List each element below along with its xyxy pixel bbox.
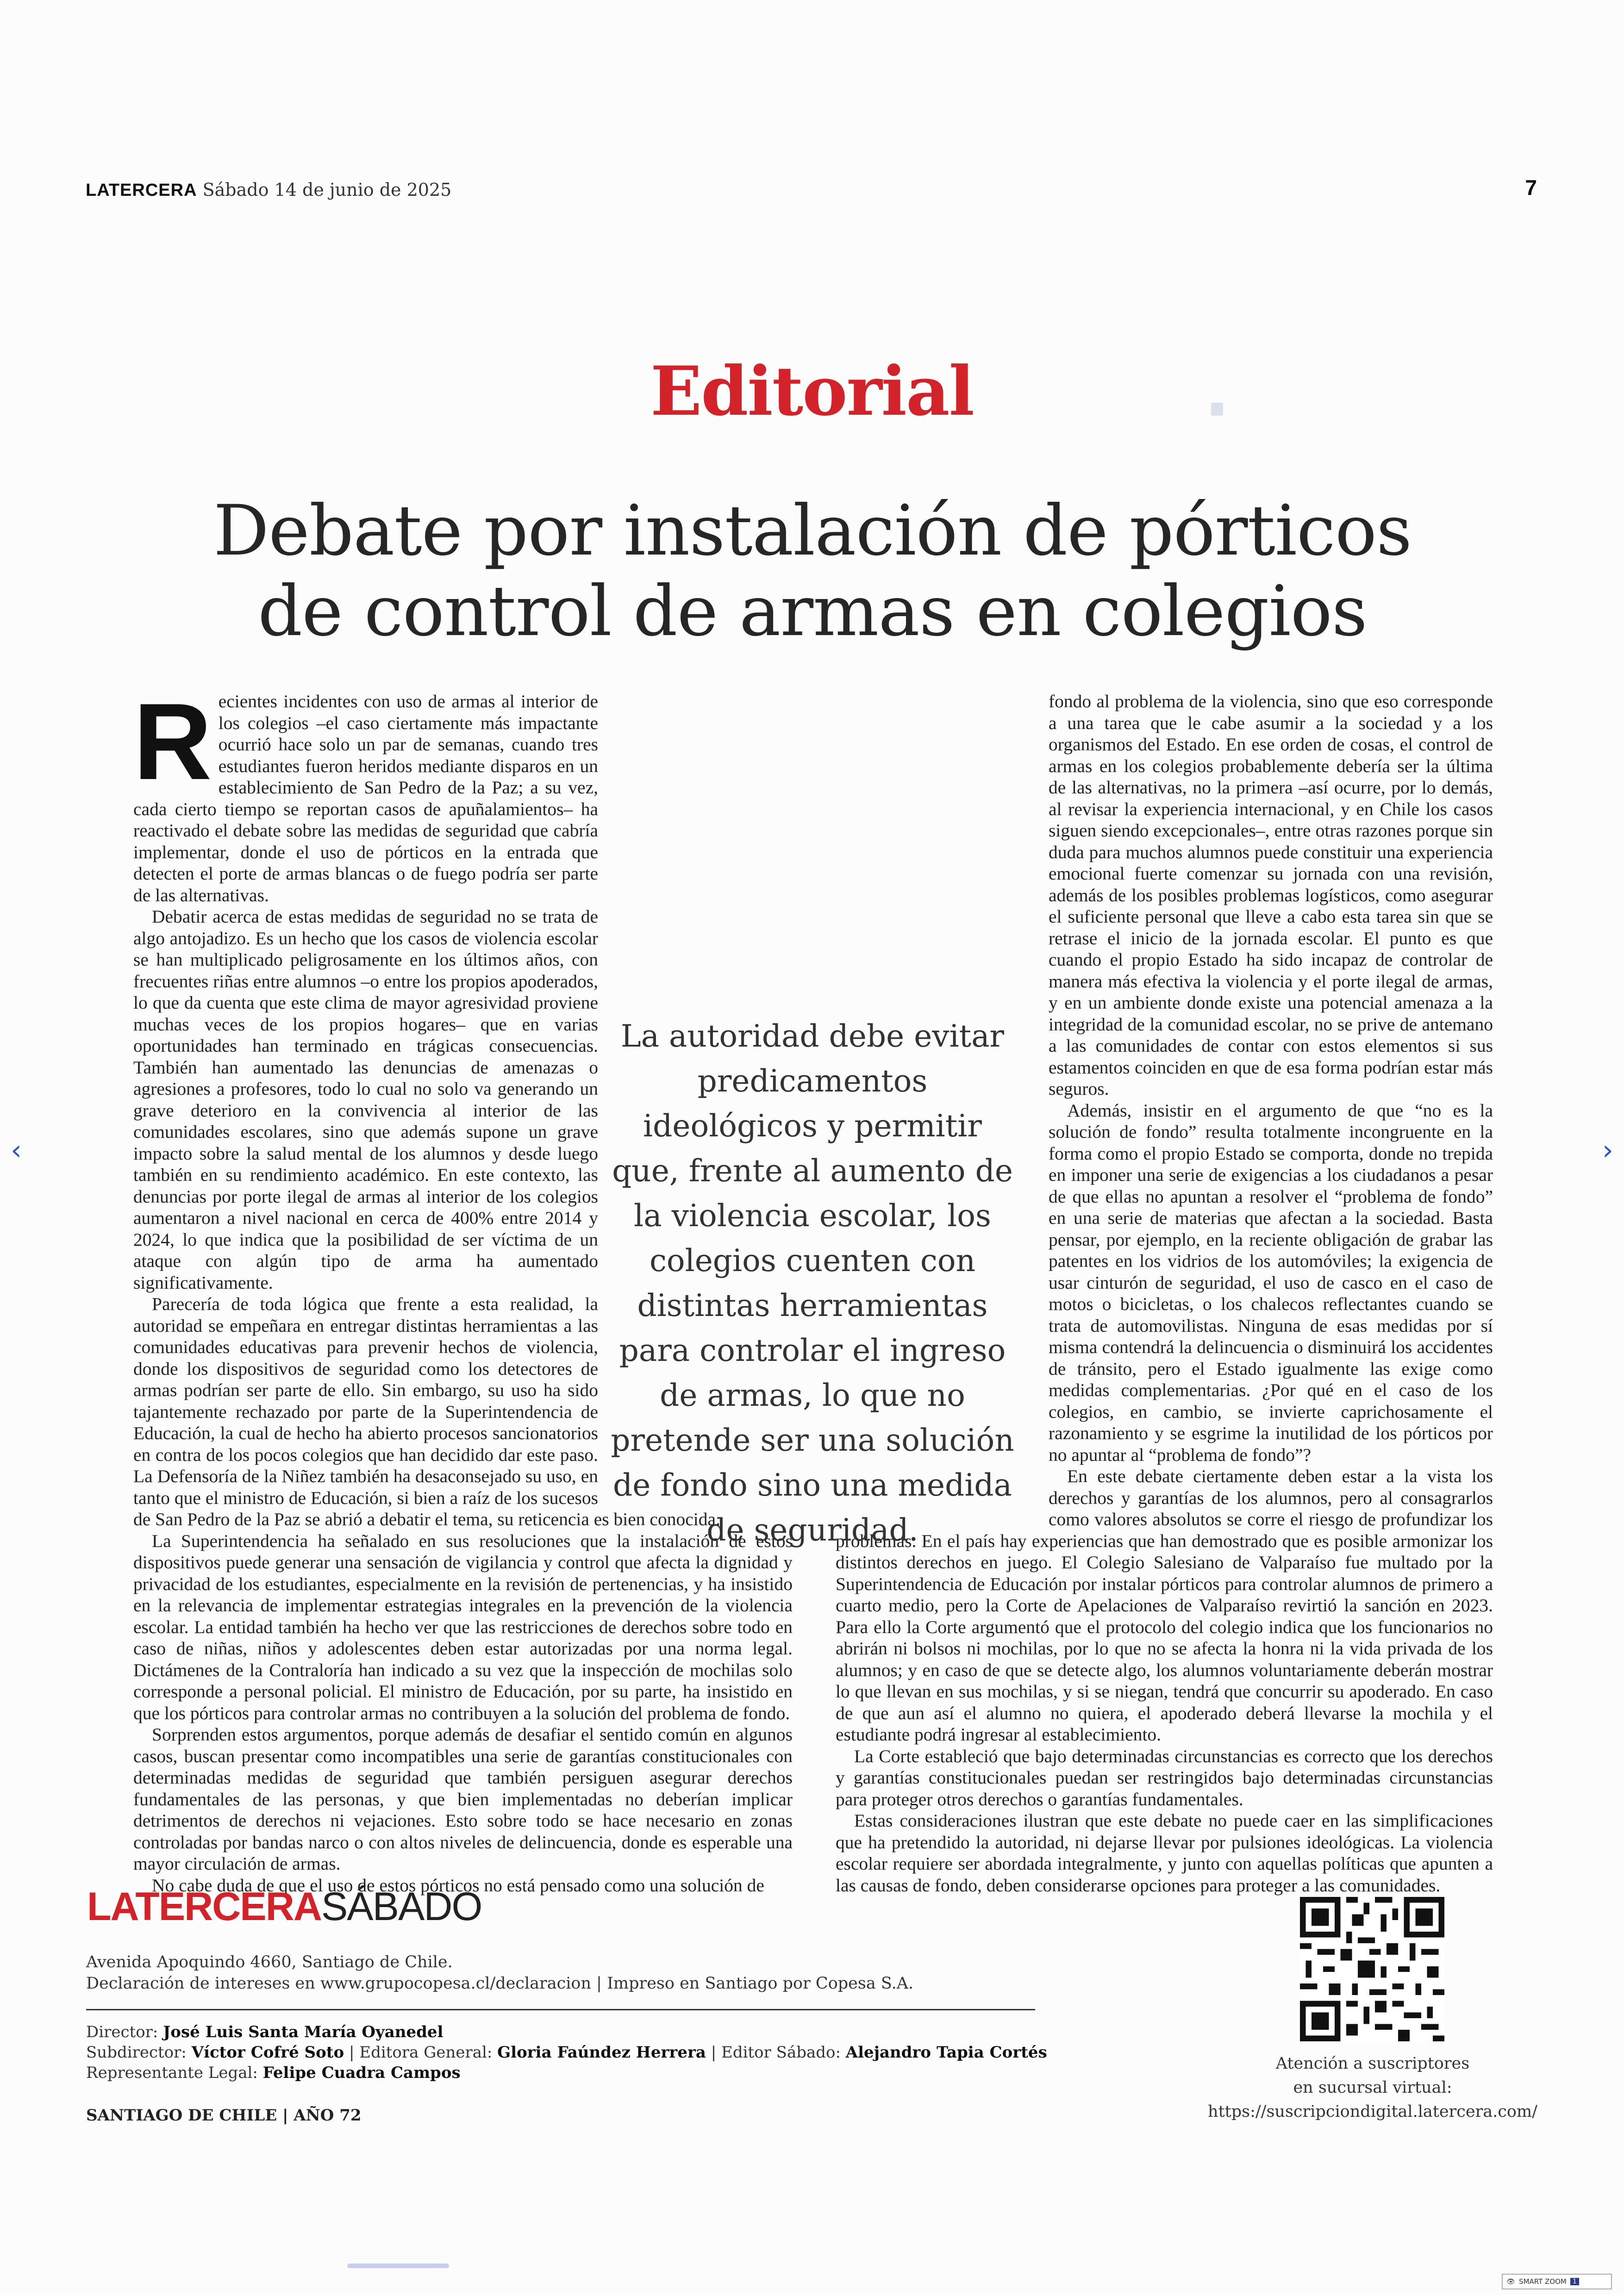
rep-name: Felipe Cuadra Campos [262,2064,461,2082]
article-paragraph: Debatir acerca de estas medidas de seguridad no se trata de algo antojadizo. Es un hecho que los casos de violencia escolar se han multiplicado peligrosamente en los últimos años, con frecuentes riñas entre alumnos –o entre los propios apoderados, lo que da cuenta que este clima de mayor agresividad proviene muchas veces de los propios hogares– que en varias oportunidades han terminado en trágicas consecuencias. También han aumentado las denuncias de amenazas o agresiones a profesores, todo lo cual no solo va generando un grave deterioro en la convivencia al interior de las comunidades escolares, sino que además supone un grave impacto sobre la salud mental de los alumnos y desde luego también en su rendimiento académico. En este contexto, las denuncias por porte ilegal de armas al interior de los colegios aumentaron a nivel nacional en cerca de 400% entre 2014 y 2024, lo que indica que la posibilidad de ser víctima de un ataque con algún tipo de arma ha aumentado significativamente. [133,906,598,1293]
editora-name: Gloria Faúndez Herrera [497,2043,706,2062]
chevron-left-icon: ‹ [11,1134,22,1166]
subscriber-link[interactable]: https://suscripciondigital.latercera.com/ [1208,2102,1537,2121]
page-number: 7 [1525,175,1537,200]
director-name: José Luis Santa María Oyanedel [163,2023,443,2041]
smart-zoom-value: 1 [1570,2278,1579,2285]
page-scroll-indicator[interactable] [347,2264,449,2268]
article-paragraph: Parecería de toda lógica que frente a esta realidad, la autoridad se empeñara en entregar distintas herramientas a las comunidades educativas para prevenir hechos de violencia, donde los dispositivos de seguridad como los detectores de armas podrían ser parte de ello. Sin embargo, su uso ha sido tajantemente rechazado por parte de la Superintendencia de Educación, la cual de hecho ha abierto procesos sancionatorios en contra de los pocos colegios que han decidido dar este paso. La Defensoría de la Niñez también ha desaconsejado su uso, en tanto que el ministro de Educación, si bien a raíz de los sucesos de San Pedro de la Paz se abrió a debatir el tema, su reticencia es bien conocida. [133,1294,720,1529]
footer-city-year: SANTIAGO DE CHILE | AÑO 72 [86,2106,362,2125]
subdirector-name: Víctor Cofré Soto [191,2043,344,2062]
subscriber-info: Atención a suscriptores en sucursal virtual: https://suscripciondigital.latercera.com/ [1204,2052,1542,2124]
smart-zoom-label: SMART ZOOM [1519,2277,1567,2286]
article-paragraph: En este debate ciertamente deben estar a la vista los derechos y garantías de los alumnos, pero al consagrarlos como valores absolutos se corre el riesgo de profundizar los problemas. En el país hay experiencias que han demostrado que es posible armonizar los distintos derechos en juego. El Colegio Salesiano de Valparaíso fue multado por la Superintendencia de Educación por instalar pórticos para controlar alumnos de primero a cuarto medio, pero la Corte de Apelaciones de Valparaíso revirtió la sanción en 2023. Para ello la Corte argumentó que el protocolo del colegio indica que los funcionarios no abrirán ni bolsos ni mochilas, por lo que no se afecta la honra ni la vida privada de los alumnos; y en caso de que se detecte algo, los alumnos voluntariamente deberán mostrar lo que llevan en sus mochilas, y si se niegan, tendrá que concurrir su apoderado. En caso de que aun así el alumno no quiera, el apoderado deberá llevarse la mochila y el estudiante podrá ingresar al establecimiento. [836,1466,1493,1745]
editor-name: Alejandro Tapia Cortés [845,2043,1047,2062]
article-paragraph: fondo al problema de la violencia, sino que eso corresponde a una tarea que le cabe asumir a la sociedad y a los organismos del Estado. En ese orden de cosas, el control de armas en los colegios probablemente debería ser la última de las alternativas, no la primera –así ocurre, por lo demás, al revisar la experiencia internacional, y en Chile los casos siguen siendo excepcionales–, entre otras razones porque sin duda para muchos alumnos puede constituir una experiencia emocional fuerte comenzar su jornada con una revisión, además de los posibles problemas logísticos, como asegurar el suficiente personal que lleve a cabo esta tarea sin que se retrase el inicio de la jornada escolar. El punto es que cuando el propio Estado ha sido incapaz de controlar de manera más efectiva la violencia y el porte ilegal de armas, y en un ambiente donde existe una potencial amenaza a la integridad de la comunidad escolar, no se prive de antemano a las comunidades de contar con estos elementos si sus estamentos coinciden en que de esa forma podrían estar más seguros. [1049,691,1493,1099]
footer-logo [87,1884,481,1930]
drop-cap: R [133,680,212,802]
headline-line-2: de control de armas en colegios [258,571,1367,652]
article-paragraph: Recientes incidentes con uso de armas al interior de los colegios –el caso ciertamente más impactante ocurrió hace solo un par de semanas, cuando tres estudiantes fueron heridos mediante disparos en un establecimiento de San Pedro de la Paz; a su vez, cada cierto tiempo se reportan casos de apuñalamientos– ha reactivado el debate sobre las medidas de seguridad que cabría implementar, donde el uso de pórticos en la entrada que detecten el porte de armas blancas o de fuego podría ser parte de las alternativas. [133,680,598,905]
article-paragraph: No cabe duda de que el uso de estos pórticos no está pensado como una solución de [152,1875,764,1896]
article-paragraph: Además, insistir en el argumento de que “no es la solución de fondo” resulta totalmente incongruente en la forma como el propio Estado se comporta, donde no trepida en imponer una serie de exigencias a los ciudadanos a pesar de que ellas no apuntan a resolver el “problema de fondo” en una serie de materias que afectan a la sociedad. Basta pensar, por ejemplo, en la reciente obligación de grabar las patentes en los vidrios de los automóviles; la exigencia de usar cinturón de seguridad, el uso de casco en el caso de motos o bicicletas, o los chalecos reflectantes cuando se trata de automovilistas. Ninguna de esas medidas por sí misma contendrá la delincuencia o disminuirá los accidentes de tránsito, pero el Estado igualmente las exige como medidas complementarias. ¿Por qué en el caso de los colegios, en cambio, se invierte caprichosamente el razonamiento y se esgrime la inutilidad de los pórticos por no apuntar al “problema de fondo”? [1049,1100,1493,1465]
footer-address-block [86,1952,913,1994]
footer-divider [86,2009,1035,2010]
headline [120,491,1505,652]
article-paragraph: La Superintendencia ha señalado en sus resoluciones que la instalación de estos dispositivos puede generar una sensación de vigilancia y control que afecta la dignidad y privacidad de los estudiantes, especialmente en la revisión de pertenencias, y ha insistido en la relevancia de implementar estrategias integrales en la prevención de la violencia escolar. La entidad también ha hecho ver que las restricciones de derechos sobre todo en caso de niñas, niños y adolescentes deben estar autorizadas por una norma legal. Dictámenes de la Contraloría han indicado a su vez que la inspección de mochilas solo corresponde a personal policial. El ministro de Educación, por su parte, ha insistido en que los pórticos para controlar armas no contribuyen a la solución del problema de fondo. [133,1530,793,1723]
footer-staff: Director: José Luis Santa María Oyanedel Subdirector: Víctor Cofré Soto | Editora General: Gloria Faúndez Herrera | Editor Sábado: Alejandro Tapia Cortés Representante Legal: Felipe Cuadra Campos [86,2023,1047,2082]
footer-declaration: Declaración de intereses en www.grupocopesa.cl/declaracion | Impreso en Santiago por Copesa S.A. [86,1974,914,1993]
bookmark-icon[interactable] [1211,403,1223,416]
header-date: Sábado 14 de junio de 2025 [202,180,452,200]
headline-line-1: Debate por instalación de pórticos [213,491,1412,571]
header-brand: LATERCERA [86,181,197,200]
footer-address: Avenida Apoquindo 4660, Santiago de Chile. [86,1953,453,1971]
page-header [86,180,451,200]
article-paragraph: Estas consideraciones ilustran que este debate no puede caer en las simplificaciones que ha pretendido la autoridad, ni dejarse llevar por pulsiones ideológicas. La violencia escolar requiere ser abordada integralmente, y junto con aquellas políticas que apunten a las causas de fondo, deben considerarse opciones para proteger a las comunidades. [836,1810,1493,1896]
article-paragraph: Sorprenden estos argumentos, porque además de desafiar el sentido común en algunos casos, buscan presentar como incompatibles una serie de garantías constitucionales con determinadas medidas de seguridad que también persiguen asegurar derechos fundamentales de las personas, y que bien implementadas no deberían implicar detrimentos de derechos ni vejaciones. Esto sobre todo se hace necesario en zonas controladas por bandas narco o con altos niveles de delincuencia, donde es esperable una mayor circulación de armas. [133,1724,793,1874]
section-title: Editorial [650,352,974,431]
article-paragraph: La Corte estableció que bajo determinadas circunstancias es correcto que los derechos y garantías constitucionales puedan ser restringidos bajo determinadas circunstancias para proteger otros derechos o garantías fundamentales. [836,1746,1493,1809]
previous-page-button[interactable] [5,1129,28,1171]
chevron-right-icon: › [1602,1134,1613,1166]
qr-code-icon[interactable] [1300,1897,1444,2041]
next-page-button[interactable] [1596,1129,1619,1171]
pull-quote: La autoridad debe evitar predicamentos ideológicos y permitir que, frente al aumento de la violencia escolar, los colegios cuenten con distintas herramientas para controlar el ingreso de armas, lo que no pretende ser una solución de fondo sino una medida de seguridad. [611,1018,1014,1548]
eye-icon: 👁 [1506,2277,1516,2286]
footer-logo-brand: LATERCERA [87,1884,321,1929]
footer-logo-edition: SÁBADO [321,1884,482,1929]
smart-zoom-control[interactable] [1502,2274,1612,2289]
